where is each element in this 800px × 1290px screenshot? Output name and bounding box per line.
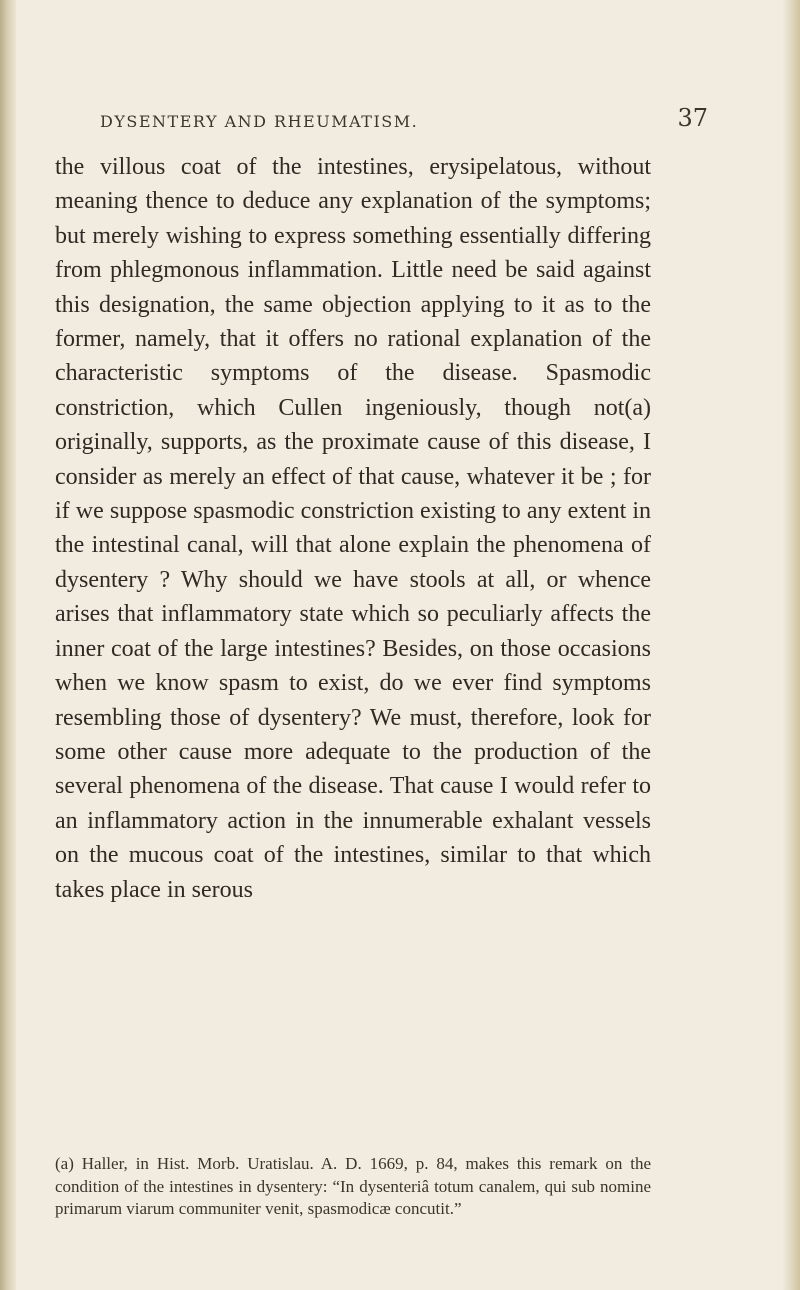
footnote: (a) Haller, in Hist. Morb. Uratislau. A. D. 1669, p. 84, makes this remark on the condition of the intestines in dysentery: “In dysenteriâ totum canalem, qui sub nomine primarum viarum communiter venit, spasmodicæ concutit.” — [55, 1154, 651, 1218]
page-number: 37 — [677, 104, 708, 132]
page-edge-right — [782, 0, 800, 1290]
running-head: DYSENTERY AND RHEUMATISM. — [100, 112, 419, 131]
body-paragraph: the villous coat of the intestines, erysipelatous, without meaning thence to deduce any explanation of the symptoms; but merely wishing to express something essentially differing from phlegmonous inflammation. Little need be said against this designation, the same objection applying to it as to the former, namely, that it offers no rational explanation of the characteristic symptoms of the disease. Spasmodic constriction, which Cullen ingeniously, though not(a) originally, supports, as the proximate cause of this disease, I consider as merely an effect of that cause, whatever it be ; for if we suppose spasmodic constriction existing to any extent in the intestinal canal, will that alone explain the phenomena of dysentery ? Why should we have stools at all, or whence arises that inflammatory state which so peculiarly affects the inner coat of the large intestines? Besides, on those occasions when we know spasm to exist, do we ever find symptoms resembling those of dysentery? We must, therefore, look for some other cause more adequate to the production of the several phenomena of the disease. That cause I would refer to an inflammatory action in the innumerable exhalant vessels on the mucous coat of the intestines, similar to that which takes place in serous — [55, 154, 651, 903]
page-edge-left — [0, 0, 16, 1290]
page-header — [100, 104, 708, 136]
